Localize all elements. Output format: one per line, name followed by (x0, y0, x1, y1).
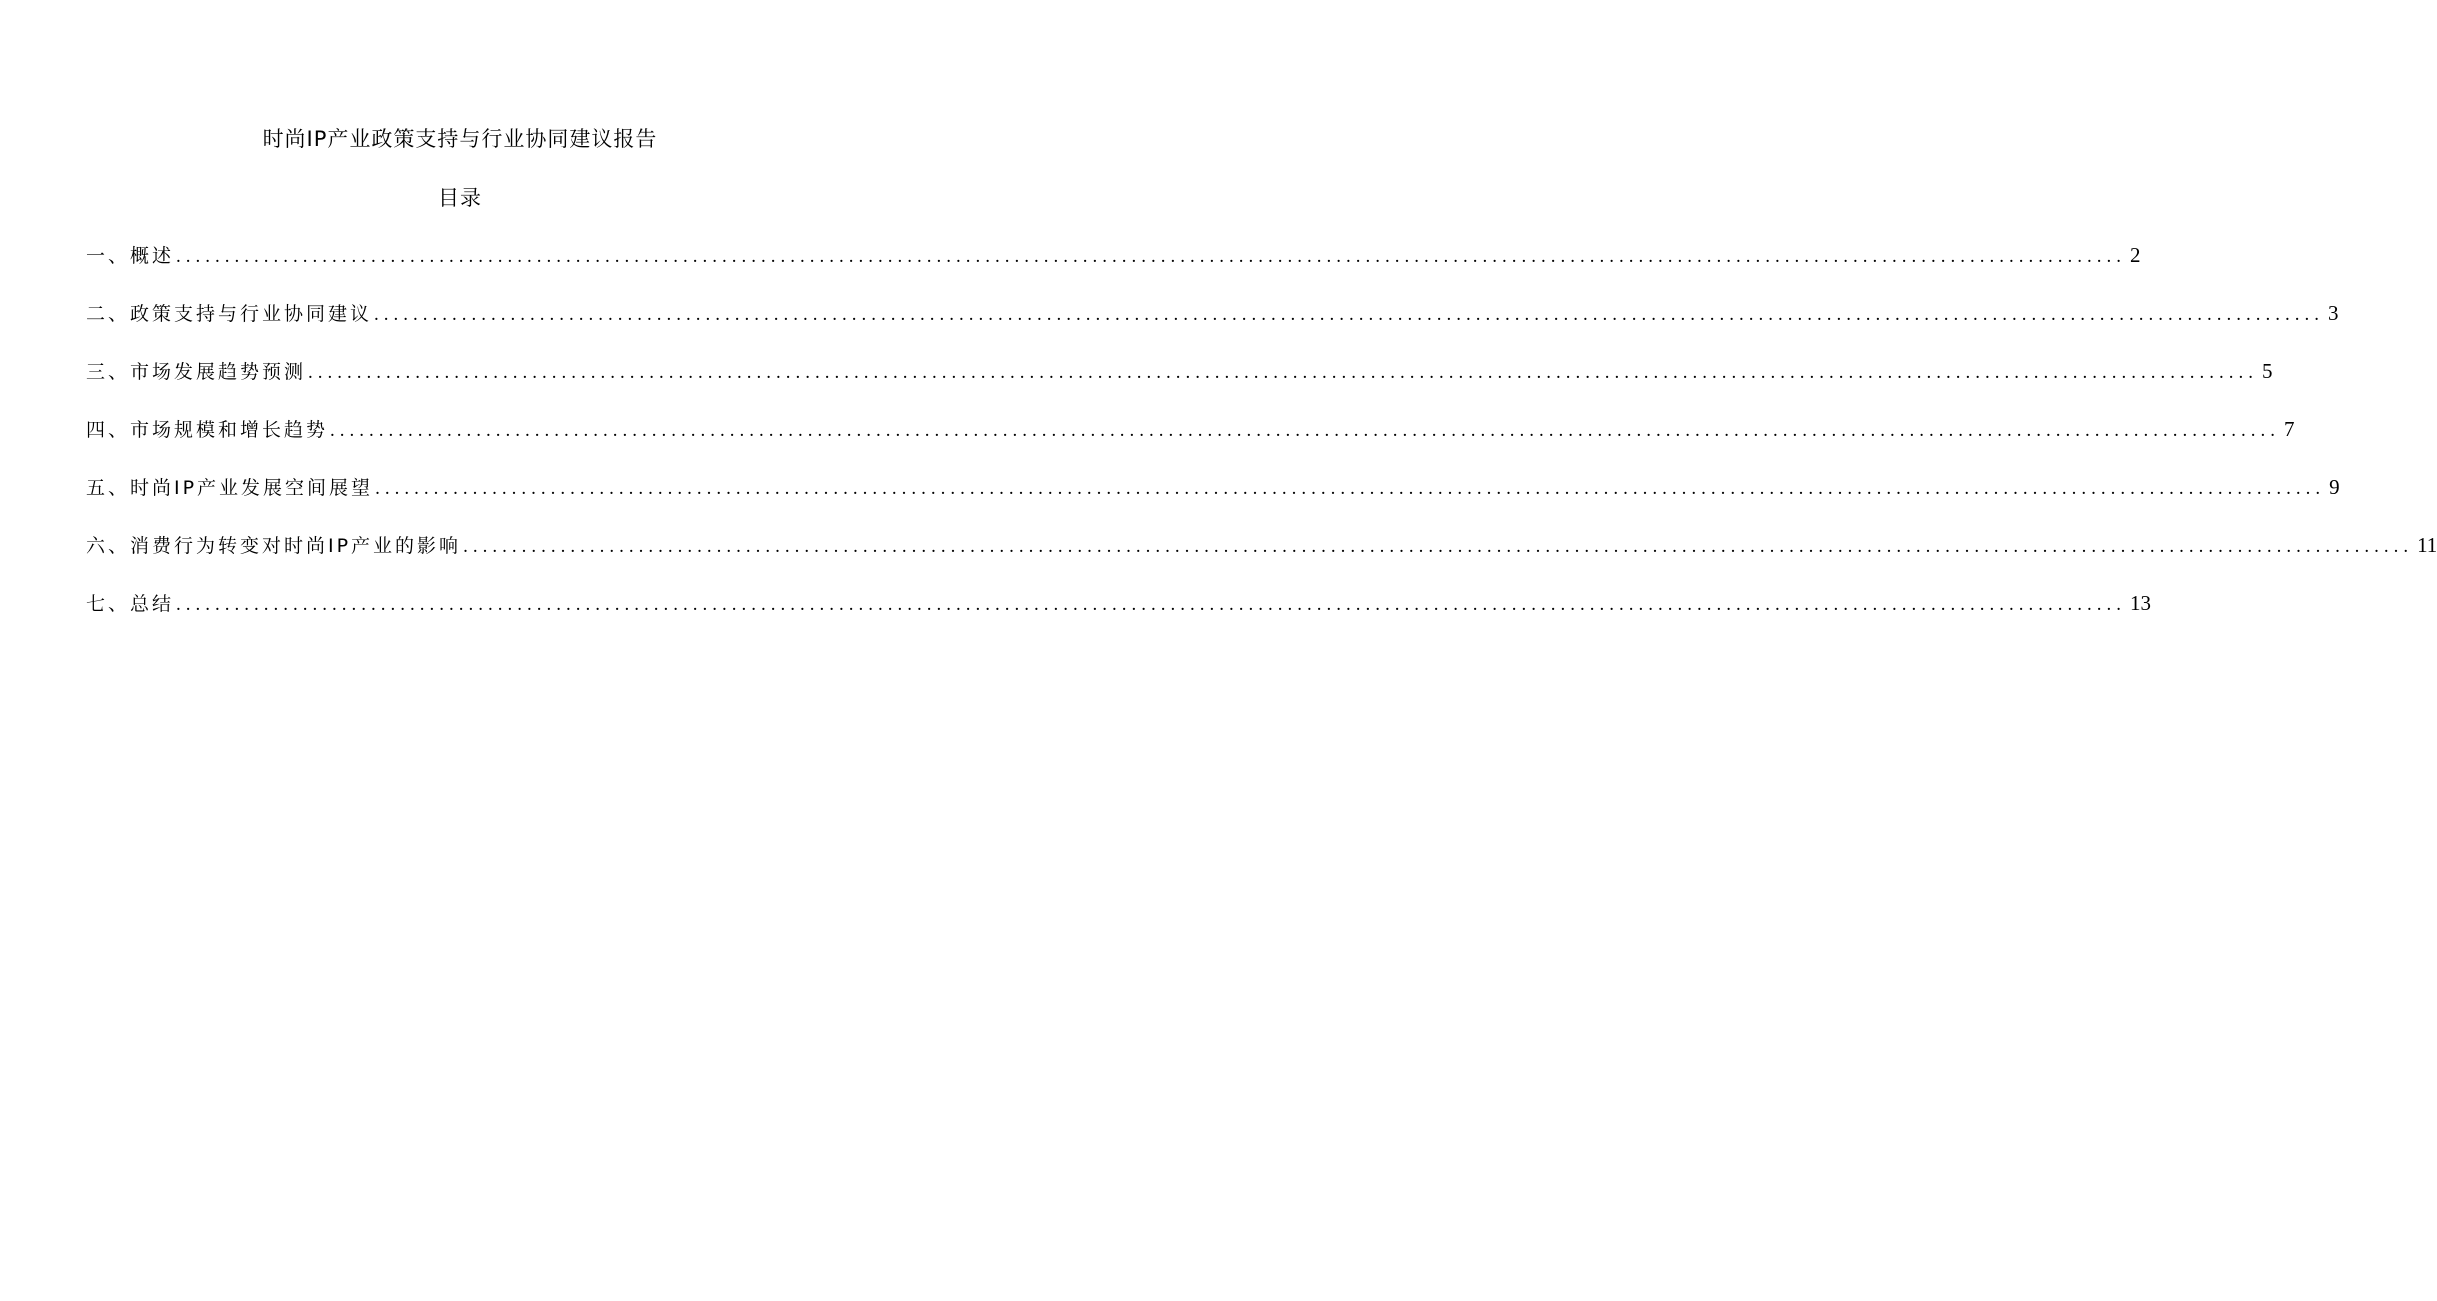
toc-entry-label: 一、概述 (86, 245, 175, 267)
toc-page-number: 9 (2329, 475, 2340, 499)
dot-leader: ........................................................................................................................................................................................................ (375, 478, 2326, 499)
toc-entry-summary[interactable] (86, 586, 2152, 644)
toc-entry-label: 三、市场发展趋势预测 (86, 361, 307, 383)
toc-entry-label: 五、时尚IP产业发展空间展望 (86, 477, 374, 499)
toc-entry-development-outlook[interactable] (86, 470, 2340, 528)
document-title: 时尚IP产业政策支持与行业协同建议报告 (262, 127, 658, 151)
toc-entry-label: 二、政策支持与行业协同建议 (86, 303, 373, 325)
toc-entry-consumer-behavior[interactable] (86, 528, 2437, 586)
dot-leader: ........................................................................................................................................................................................................ (176, 246, 2127, 267)
dot-leader: ........................................................................................................................................................................................................ (176, 594, 2127, 615)
toc-entry-policy-support[interactable] (86, 296, 2339, 354)
toc-page-number: 2 (2130, 243, 2141, 267)
toc-page-number: 11 (2417, 533, 2437, 557)
toc-heading: 目录 (438, 186, 482, 210)
toc-entry-market-trend-forecast[interactable] (86, 354, 2273, 412)
dot-leader: ........................................................................................................................................................................................................ (308, 362, 2259, 383)
toc-entry-label: 七、总结 (86, 593, 175, 615)
toc-entry-label: 六、消费行为转变对时尚IP产业的影响 (86, 535, 462, 557)
dot-leader: ........................................................................................................................................................................................................ (374, 304, 2325, 325)
dot-leader: ........................................................................................................................................................................................................ (463, 536, 2414, 557)
toc-page-number: 13 (2130, 591, 2152, 615)
toc-entry-market-size[interactable] (86, 412, 2295, 470)
table-of-contents (86, 238, 2437, 644)
toc-page-number: 7 (2284, 417, 2295, 441)
dot-leader: ........................................................................................................................................................................................................ (330, 420, 2281, 441)
toc-page-number: 3 (2328, 301, 2339, 325)
toc-entry-label: 四、市场规模和增长趋势 (86, 419, 329, 441)
toc-entry-overview[interactable] (86, 238, 2141, 296)
toc-page-number: 5 (2262, 359, 2273, 383)
